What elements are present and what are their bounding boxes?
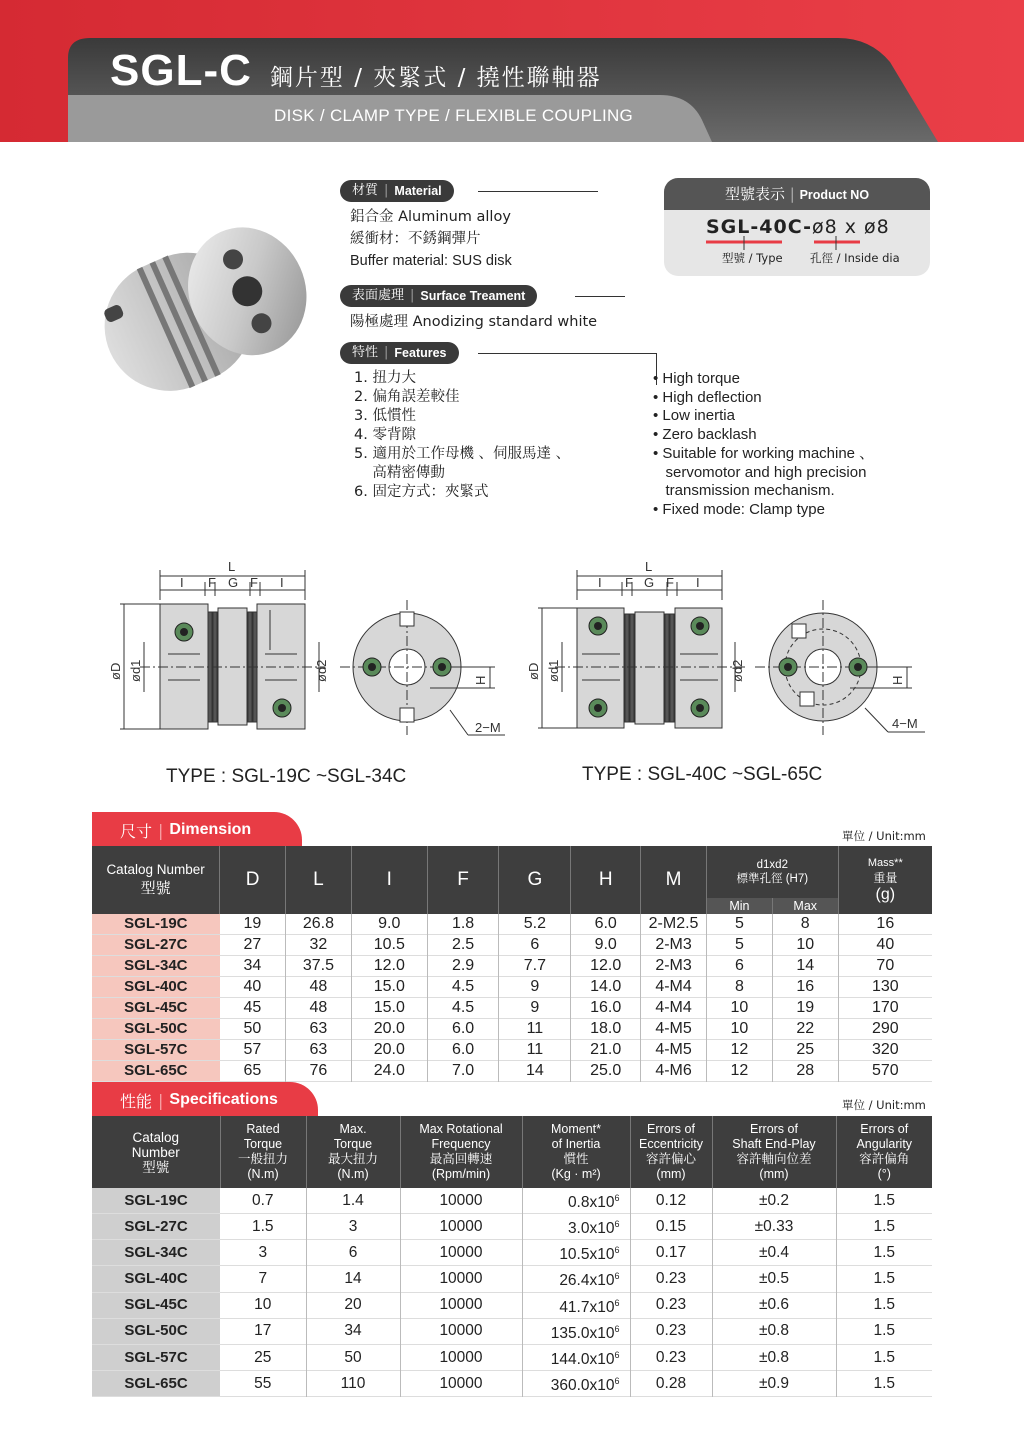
dim-value-cell: 11 <box>499 1040 571 1061</box>
dim-header-I: I <box>351 846 427 914</box>
spec-value-cell: 10000 <box>400 1371 522 1397</box>
spec-catalog-cell: SGL-45C <box>92 1292 220 1318</box>
dim-F2-left: F <box>250 575 258 590</box>
specs-row <box>92 1266 932 1292</box>
dim-H-left: H <box>473 675 488 685</box>
model-title: SGL-C <box>110 46 252 95</box>
spec-value-cell: 10000 <box>400 1266 522 1292</box>
spec-value-cell: 1.5 <box>873 1243 896 1261</box>
features-rule <box>478 353 656 354</box>
dim-value-cell: 2-M3 <box>641 935 707 956</box>
dim-value-cell: 14.0 <box>571 977 641 998</box>
dimension-row <box>92 914 932 935</box>
spec-value-cell: 3 <box>306 1214 400 1240</box>
dim-header-max: Max <box>772 898 838 914</box>
spec-value-cell: ±0.33 <box>712 1214 836 1240</box>
dim-value-cell: 14 <box>499 1061 571 1082</box>
dim-G-right: G <box>644 575 655 590</box>
dim-value-cell: 6.0 <box>427 1019 499 1040</box>
dim-value-cell: 7.0 <box>427 1061 499 1082</box>
dim-catalog-cell: SGL-40C <box>92 977 220 998</box>
specs-row <box>92 1344 932 1370</box>
dim-value-cell: 4-M5 <box>641 1019 707 1040</box>
dim-value-cell: 16.0 <box>571 998 641 1019</box>
surface-label: 表面處理 | Surface Treament <box>340 285 537 307</box>
dim-value-cell: 6.0 <box>427 1040 499 1061</box>
dim-G-left: G <box>228 575 239 590</box>
specs-row <box>92 1188 932 1214</box>
spec-value-cell: 55 <box>220 1371 306 1397</box>
dim-header-mass: Mass** 重量 (g) <box>838 846 932 914</box>
material-line-3: Buffer material: SUS disk <box>350 253 512 269</box>
dim-value-cell: 570 <box>871 1062 899 1079</box>
specs-row <box>92 1292 932 1318</box>
dim-value-cell: 130 <box>871 978 899 995</box>
dim-header-F: F <box>427 846 499 914</box>
dim-d1-left: ød1 <box>128 659 143 682</box>
dim-D-right: øD <box>526 662 541 680</box>
spec-value-cell: 0.15 <box>630 1214 712 1240</box>
spec-value-cell: 0.23 <box>630 1292 712 1318</box>
material-line-1: 鋁合金 Aluminum alloy <box>350 209 511 225</box>
product-number-example: SGL-40C-ø8 x ø8 <box>706 216 890 238</box>
dim-value-cell: 34 <box>220 956 286 977</box>
spec-value-cell: 10000 <box>400 1344 522 1370</box>
dim-I2-right: I <box>696 575 700 590</box>
spec-value-cell: 3 <box>220 1240 306 1266</box>
dim-value-cell: 21.0 <box>571 1040 641 1061</box>
specs-row <box>92 1214 932 1240</box>
dim-value-cell: 4-M4 <box>641 998 707 1019</box>
dim-value-cell: 40 <box>876 936 895 953</box>
dim-value-cell: 9 <box>499 977 571 998</box>
dim-value-cell: 14 <box>772 956 838 977</box>
dim-M-left: 2−M <box>475 720 501 735</box>
dim-L-right: L <box>645 560 653 574</box>
dim-value-cell: 11 <box>499 1019 571 1040</box>
spec-value-cell: ±0.4 <box>712 1240 836 1266</box>
dim-value-cell: 6 <box>499 935 571 956</box>
spec-value-cell: 10000 <box>400 1214 522 1240</box>
dim-header-catalog: Catalog Number 型號 <box>92 846 220 914</box>
spec-value-cell: $10.5x10^6$ <box>522 1240 630 1266</box>
spec-value-cell: 1.5 <box>873 1322 896 1340</box>
dim-value-cell: 32 <box>286 935 352 956</box>
spec-value-cell: 0.28 <box>630 1371 712 1397</box>
dim-d1-right: ød1 <box>546 659 561 682</box>
dim-value-cell: 4-M4 <box>641 977 707 998</box>
features-english: • High torque • High deflection • Low inertia • Zero backlash • Suitable for working machine 、 servomotor and high precision transmission mechanism. • Fixed mode: Clamp type <box>653 370 875 518</box>
dim-value-cell: 70 <box>876 957 895 974</box>
dim-value-cell: 37.5 <box>286 956 352 977</box>
dim-value-cell: 4-M5 <box>641 1040 707 1061</box>
dim-value-cell: 25.0 <box>571 1061 641 1082</box>
spec-value-cell: 10000 <box>400 1240 522 1266</box>
dim-header-M: M <box>641 846 707 914</box>
type-label-right: TYPE : SGL-40C ~SGL-65C <box>582 764 823 785</box>
english-subtitle: DISK / CLAMP TYPE / FLEXIBLE COUPLING <box>274 106 634 125</box>
product-number-header: 型號表示 | Product NO <box>664 178 930 210</box>
dim-F-right: F <box>625 575 633 590</box>
specs-section-header: 性能 | Specifications <box>92 1082 318 1118</box>
spec-value-cell: 0.23 <box>630 1344 712 1370</box>
dim-header-d1xd2: d1xd2 標準孔徑 (H7) <box>707 846 839 898</box>
dim-catalog-cell: SGL-27C <box>92 935 220 956</box>
dim-value-cell: 9.0 <box>571 935 641 956</box>
dim-catalog-cell: SGL-45C <box>92 998 220 1019</box>
dim-value-cell: 6.0 <box>571 914 641 935</box>
spec-value-cell: 1.5 <box>873 1296 896 1314</box>
dim-F-left: F <box>208 575 216 590</box>
coupling-photo <box>84 196 334 436</box>
spec-catalog-cell: SGL-50C <box>92 1318 220 1344</box>
material-label: 材質 | Material <box>340 180 454 202</box>
spec-header-3: Max Rotational Frequency 最高回轉速 (Rpm/min) <box>400 1116 522 1188</box>
dim-value-cell: 27 <box>220 935 286 956</box>
dim-value-cell: 290 <box>871 1020 899 1037</box>
dim-D-left: øD <box>108 662 123 680</box>
material-line-2: 緩衝材：不銹鋼彈片 <box>350 231 481 247</box>
spec-catalog-cell: SGL-40C <box>92 1266 220 1292</box>
spec-header-7: Errors of Angularity 容許偏角 (°) <box>836 1116 932 1188</box>
spec-value-cell: 14 <box>306 1266 400 1292</box>
spec-value-cell: $135.0x10^6$ <box>522 1318 630 1344</box>
specs-table <box>92 1116 932 1397</box>
type-label: 型號 / Type <box>722 251 783 265</box>
spec-value-cell: 10 <box>220 1292 306 1318</box>
dim-value-cell: 50 <box>220 1019 286 1040</box>
dim-value-cell: 63 <box>286 1040 352 1061</box>
spec-value-cell: $0.8x10^6$ <box>522 1188 630 1214</box>
material-rule <box>478 191 598 192</box>
spec-catalog-cell: SGL-65C <box>92 1371 220 1397</box>
dim-value-cell: 10 <box>707 1019 773 1040</box>
spec-header-5: Errors of Eccentricity 容許偏心 (mm) <box>630 1116 712 1188</box>
dim-value-cell: 18.0 <box>571 1019 641 1040</box>
features-label: 特性 | Features <box>340 342 459 364</box>
surface-line: 陽極處理 Anodizing standard white <box>350 314 598 330</box>
spec-value-cell: $26.4x10^6$ <box>522 1266 630 1292</box>
dimension-row <box>92 1019 932 1040</box>
spec-value-cell: 0.7 <box>220 1188 306 1214</box>
spec-value-cell: 1.5 <box>873 1191 896 1209</box>
dim-value-cell: 12 <box>707 1061 773 1082</box>
dim-L-left: L <box>228 560 236 574</box>
dim-catalog-cell: SGL-34C <box>92 956 220 977</box>
dim-value-cell: 15.0 <box>351 998 427 1019</box>
spec-value-cell: $41.7x10^6$ <box>522 1292 630 1318</box>
dim-value-cell: 15.0 <box>351 977 427 998</box>
dim-value-cell: 8 <box>707 977 773 998</box>
spec-value-cell: 10000 <box>400 1318 522 1344</box>
dim-header-H: H <box>571 846 641 914</box>
drawing-large-type <box>520 560 940 760</box>
dim-value-cell: 1.8 <box>427 914 499 935</box>
spec-value-cell: 1.5 <box>873 1348 896 1366</box>
specs-unit: 單位 / Unit:mm <box>842 1098 926 1112</box>
dim-value-cell: 6 <box>707 956 773 977</box>
dim-value-cell: 19 <box>220 914 286 935</box>
spec-catalog-cell: SGL-34C <box>92 1240 220 1266</box>
product-number-box <box>664 178 930 276</box>
spec-value-cell: $360.0x10^6$ <box>522 1371 630 1397</box>
dim-catalog-cell: SGL-57C <box>92 1040 220 1061</box>
dim-value-cell: 10 <box>707 998 773 1019</box>
spec-value-cell: ±0.5 <box>712 1266 836 1292</box>
spec-catalog-cell: SGL-19C <box>92 1188 220 1214</box>
spec-value-cell: ±0.2 <box>712 1188 836 1214</box>
dimension-row <box>92 977 932 998</box>
dim-value-cell: 320 <box>871 1041 899 1058</box>
spec-value-cell: 6 <box>306 1240 400 1266</box>
spec-value-cell: ±0.9 <box>712 1371 836 1397</box>
dim-value-cell: 2-M3 <box>641 956 707 977</box>
spec-catalog-cell: SGL-57C <box>92 1344 220 1370</box>
spec-value-cell: 110 <box>306 1371 400 1397</box>
spec-value-cell: 7 <box>220 1266 306 1292</box>
spec-header-0: Catalog Number 型號 <box>92 1116 220 1188</box>
spec-value-cell: 1.5 <box>220 1214 306 1240</box>
dim-header-D: D <box>220 846 286 914</box>
spec-value-cell: 34 <box>306 1318 400 1344</box>
spec-value-cell: ±0.8 <box>712 1344 836 1370</box>
dim-d2-left: ød2 <box>314 659 329 682</box>
dim-d2-right: ød2 <box>730 659 745 682</box>
dim-value-cell: 4.5 <box>427 977 499 998</box>
dim-F2-right: F <box>666 575 674 590</box>
spec-value-cell: 0.12 <box>630 1188 712 1214</box>
spec-header-2: Max. Torque 最大扭力 (N.m) <box>306 1116 400 1188</box>
spec-value-cell: 50 <box>306 1344 400 1370</box>
dim-H-right: H <box>890 675 905 685</box>
spec-value-cell: 0.23 <box>630 1318 712 1344</box>
dimension-section-header: 尺寸 | Dimension <box>92 812 302 848</box>
dim-header-min: Min <box>707 898 773 914</box>
dim-value-cell: 28 <box>772 1061 838 1082</box>
dim-value-cell: 76 <box>286 1061 352 1082</box>
spec-value-cell: 0.17 <box>630 1240 712 1266</box>
specs-row <box>92 1318 932 1344</box>
dim-catalog-cell: SGL-65C <box>92 1061 220 1082</box>
dim-value-cell: 12 <box>707 1040 773 1061</box>
dimension-row <box>92 935 932 956</box>
spec-value-cell: 10000 <box>400 1292 522 1318</box>
dim-value-cell: 57 <box>220 1040 286 1061</box>
spec-value-cell: 20 <box>306 1292 400 1318</box>
dim-value-cell: 9.0 <box>351 914 427 935</box>
dim-value-cell: 65 <box>220 1061 286 1082</box>
chinese-title: 鋼片型 / 夾緊式 / 撓性聯軸器 <box>269 65 602 91</box>
dim-value-cell: 24.0 <box>351 1061 427 1082</box>
dim-value-cell: 4.5 <box>427 998 499 1019</box>
spec-value-cell: $144.0x10^6$ <box>522 1344 630 1370</box>
dim-catalog-cell: SGL-50C <box>92 1019 220 1040</box>
dim-value-cell: 5 <box>707 914 773 935</box>
dim-M-right: 4−M <box>892 716 918 731</box>
dim-value-cell: 9 <box>499 998 571 1019</box>
dim-value-cell: 63 <box>286 1019 352 1040</box>
dim-value-cell: 40 <box>220 977 286 998</box>
spec-value-cell: 1.5 <box>873 1374 896 1392</box>
dim-value-cell: 12.0 <box>351 956 427 977</box>
dim-header-G: G <box>499 846 571 914</box>
spec-value-cell: 25 <box>220 1344 306 1370</box>
specs-row <box>92 1240 932 1266</box>
dim-value-cell: 4-M6 <box>641 1061 707 1082</box>
spec-catalog-cell: SGL-27C <box>92 1214 220 1240</box>
dim-value-cell: 16 <box>876 915 895 932</box>
spec-value-cell: 1.4 <box>306 1188 400 1214</box>
dimension-row <box>92 998 932 1019</box>
spec-value-cell: 1.5 <box>873 1217 896 1235</box>
dim-value-cell: 45 <box>220 998 286 1019</box>
inside-dia-label: 孔徑 / Inside dia <box>810 251 900 265</box>
dim-I2-left: I <box>280 575 284 590</box>
dimension-row <box>92 956 932 977</box>
dim-value-cell: 5 <box>707 935 773 956</box>
spec-value-cell: ±0.8 <box>712 1318 836 1344</box>
spec-value-cell: ±0.6 <box>712 1292 836 1318</box>
dim-value-cell: 19 <box>772 998 838 1019</box>
dim-value-cell: 48 <box>286 977 352 998</box>
dim-value-cell: 170 <box>871 999 899 1016</box>
spec-header-1: Rated Torque 一般扭力 (N.m) <box>220 1116 306 1188</box>
dim-catalog-cell: SGL-19C <box>92 914 220 935</box>
drawing-small-type <box>100 560 520 760</box>
dim-value-cell: 7.7 <box>499 956 571 977</box>
dim-value-cell: 20.0 <box>351 1040 427 1061</box>
specs-row <box>92 1371 932 1397</box>
dim-I-right: I <box>598 575 602 590</box>
dimension-unit: 單位 / Unit:mm <box>842 829 926 843</box>
spec-value-cell: 17 <box>220 1318 306 1344</box>
dim-value-cell: 2.9 <box>427 956 499 977</box>
dim-value-cell: 2-M2.5 <box>641 914 707 935</box>
dim-value-cell: 12.0 <box>571 956 641 977</box>
dimension-row <box>92 1040 932 1061</box>
spec-value-cell: 1.5 <box>873 1270 896 1288</box>
type-label-left: TYPE : SGL-19C ~SGL-34C <box>166 766 407 787</box>
spec-header-4: Moment* of Inertia 慣性 (Kg · m²) <box>522 1116 630 1188</box>
dim-value-cell: 16 <box>772 977 838 998</box>
spec-header-6: Errors of Shaft End-Play 容許軸向位差 (mm) <box>712 1116 836 1188</box>
dim-value-cell: 8 <box>772 914 838 935</box>
dim-value-cell: 48 <box>286 998 352 1019</box>
dim-value-cell: 22 <box>772 1019 838 1040</box>
dim-value-cell: 5.2 <box>499 914 571 935</box>
dimension-row <box>92 1061 932 1082</box>
spec-value-cell: 0.23 <box>630 1266 712 1292</box>
dim-value-cell: 26.8 <box>286 914 352 935</box>
header-banner <box>0 0 1024 142</box>
dim-value-cell: 10.5 <box>351 935 427 956</box>
dimension-table <box>92 846 932 1082</box>
spec-value-cell: $3.0x10^6$ <box>522 1214 630 1240</box>
dim-value-cell: 25 <box>772 1040 838 1061</box>
dim-value-cell: 2.5 <box>427 935 499 956</box>
spec-value-cell: 10000 <box>400 1188 522 1214</box>
dim-header-L: L <box>286 846 352 914</box>
dim-I-left: I <box>180 575 184 590</box>
dim-value-cell: 20.0 <box>351 1019 427 1040</box>
dim-value-cell: 10 <box>772 935 838 956</box>
features-chinese: 1. 扭力大 2. 偏角誤差較佳 3. 低慣性 4. 零背隙 5. 適用於工作母機 、伺服馬達 、 高精密傳動 6. 固定方式：夾緊式 <box>354 370 571 500</box>
surface-rule <box>575 296 625 297</box>
